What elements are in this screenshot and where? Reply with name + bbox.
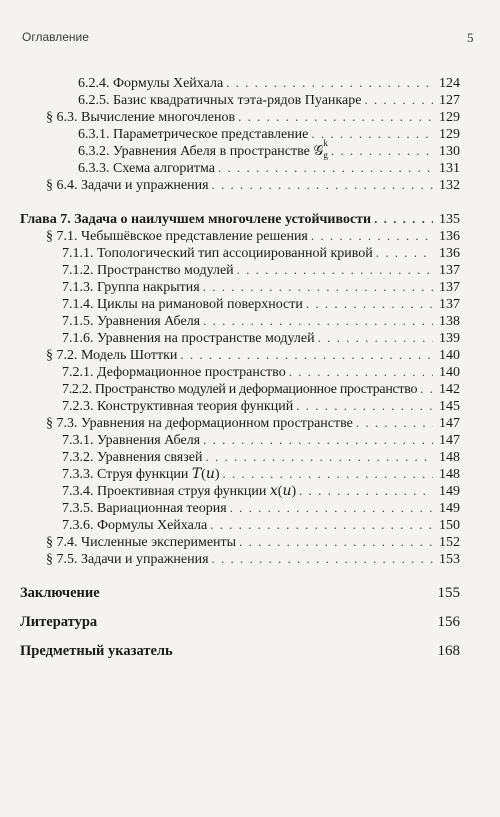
leader-dots — [296, 397, 433, 414]
toc-entry-page: 152 — [439, 535, 460, 550]
toc-entry-page: 148 — [439, 450, 460, 465]
toc-entry-page: 147 — [439, 433, 460, 448]
toc-entry-page: 150 — [439, 518, 460, 533]
toc-chapter-title: Предметный указатель — [20, 643, 173, 659]
toc-entry-title: 7.1.5. Уравнения Абеля — [62, 314, 201, 329]
leader-dots — [311, 125, 433, 142]
leader-dots — [223, 465, 433, 482]
toc-entry-title: 7.2.2. Пространство модулей и деформационное пространство — [62, 382, 418, 397]
toc-chapter-title: Литература — [20, 614, 98, 630]
toc-entry[interactable] — [62, 465, 460, 483]
leader-dots — [376, 244, 433, 261]
toc-entry-page: 137 — [439, 297, 460, 312]
toc-entry[interactable] — [62, 261, 460, 279]
leader-dots — [203, 312, 433, 329]
toc-entry-page: 140 — [439, 348, 460, 363]
toc-entry-page: 132 — [439, 178, 460, 193]
toc-entry-page: 136 — [439, 246, 460, 261]
toc-chapter-page: 156 — [437, 614, 460, 630]
toc-entry-page: 137 — [439, 280, 460, 295]
toc-entry-page: 140 — [439, 365, 460, 380]
toc-entry-title: § 7.4. Численные эксперименты — [46, 535, 237, 550]
toc-entry-page: 127 — [439, 93, 460, 108]
toc-entry[interactable] — [62, 482, 460, 500]
toc-entry[interactable] — [78, 125, 460, 143]
toc-entry[interactable] — [62, 244, 460, 262]
toc-entry-page: 142 — [439, 382, 460, 397]
toc-entry-page: 129 — [439, 110, 460, 125]
toc-entry-title: 6.3.3. Схема алгоритма — [78, 161, 215, 176]
leader-dots — [356, 414, 433, 431]
toc-entry-page: 131 — [439, 161, 460, 176]
toc-entry-title: § 6.4. Задачи и упражнения — [46, 178, 209, 193]
toc-entry-title: 7.2.3. Конструктивная теория функций — [62, 399, 294, 414]
leader-dots — [364, 91, 433, 108]
leader-dots — [180, 346, 433, 363]
toc-entry[interactable] — [46, 108, 460, 126]
toc-entry-title: 7.2.1. Деформационное пространство — [62, 365, 286, 380]
toc-entry[interactable] — [78, 74, 460, 92]
toc-entry-page: 138 — [439, 314, 460, 329]
toc-chapter-page: 155 — [437, 585, 460, 601]
leader-dots — [420, 380, 433, 397]
leader-dots — [239, 533, 433, 550]
toc-entry-page: 130 — [439, 144, 460, 159]
toc-entry-title: 7.1.1. Топологический тип ассоциированной кривой — [62, 246, 373, 261]
toc-entry-title: 7.3.2. Уравнения связей — [62, 450, 203, 465]
toc-entry-title: § 7.3. Уравнения на деформационном пространстве — [46, 416, 353, 431]
toc-entry-title: § 6.3. Вычисление многочленов — [46, 110, 236, 125]
leader-dots — [374, 210, 433, 227]
toc-entry-page: 149 — [439, 484, 460, 499]
leader-dots — [212, 176, 433, 193]
toc-entry-title: 7.3.5. Вариационная теория — [62, 501, 227, 516]
toc-entry-page: 139 — [439, 331, 460, 346]
toc-entry[interactable] — [62, 397, 460, 415]
toc-entry-page: 129 — [439, 127, 460, 142]
toc-entry-title: 6.2.5. Базис квадратичных тэта-рядов Пуанкаре — [78, 93, 362, 108]
toc-entry[interactable] — [46, 176, 460, 194]
leader-dots — [230, 499, 433, 516]
toc-entry[interactable] — [62, 516, 460, 534]
toc-entry[interactable] — [46, 414, 460, 432]
toc-chapter-page: 168 — [437, 643, 460, 659]
toc-entry[interactable] — [62, 329, 460, 347]
leader-dots — [289, 363, 433, 380]
leader-dots — [203, 431, 433, 448]
toc-entry[interactable] — [62, 448, 460, 466]
toc-chapter[interactable] — [20, 584, 460, 602]
leader-dots — [203, 278, 433, 295]
toc-entry-title: 6.3.1. Параметрическое представление — [78, 127, 309, 142]
toc-chapter-page: 135 — [439, 212, 460, 227]
leader-dots — [299, 482, 433, 499]
toc-entry[interactable] — [62, 363, 460, 381]
toc-chapter[interactable] — [20, 642, 460, 660]
toc-entry[interactable] — [62, 499, 460, 517]
toc-entry[interactable] — [62, 380, 460, 398]
toc-entry[interactable] — [46, 346, 460, 364]
toc-chapter[interactable] — [20, 210, 460, 228]
toc-entry-title: 7.1.4. Циклы на римановой поверхности — [62, 297, 303, 312]
toc-entry[interactable] — [78, 159, 460, 177]
leader-dots — [237, 261, 433, 278]
toc-entry-title: 7.1.3. Группа накрытия — [62, 280, 200, 295]
toc-entry-title: 6.3.2. Уравнения Абеля в пространстве 𝒢 k $_g$ — [78, 138, 328, 160]
toc-chapter-title: Глава 7. Задача о наилучшем многочлене устойчивости — [20, 212, 372, 227]
toc-entry-page: 149 — [439, 501, 460, 516]
toc-entry[interactable] — [46, 533, 460, 551]
toc-entry[interactable] — [46, 227, 460, 245]
toc-chapter[interactable] — [20, 613, 460, 631]
toc-entry-title: 7.3.1. Уравнения Абеля — [62, 433, 201, 448]
toc-entry[interactable] — [78, 91, 460, 109]
toc-entry-page: 136 — [439, 229, 460, 244]
toc-entry-page: 137 — [439, 263, 460, 278]
toc-entry-page: 153 — [439, 552, 460, 567]
toc-entry-title: 7.1.2. Пространство модулей — [62, 263, 234, 278]
leader-dots — [331, 142, 433, 159]
page-number: 5 — [467, 30, 474, 45]
leader-dots — [218, 159, 433, 176]
toc-entry-page: 147 — [439, 416, 460, 431]
leader-dots — [306, 295, 433, 312]
toc-entry[interactable] — [62, 278, 460, 296]
toc-entry[interactable] — [62, 431, 460, 449]
toc-entry-title: § 7.5. Задачи и упражнения — [46, 552, 209, 567]
leader-dots — [318, 329, 433, 346]
leader-dots — [226, 74, 433, 91]
leader-dots — [238, 108, 433, 125]
leader-dots — [210, 516, 433, 533]
toc-entry[interactable] — [62, 312, 460, 330]
toc-chapter-title: Заключение — [20, 585, 100, 601]
toc-entry-title: 7.3.3. Струя функции 𝑇(𝑢) — [62, 467, 220, 482]
toc-entry-title: § 7.2. Модель Шоттки — [46, 348, 178, 363]
leader-dots — [205, 448, 433, 465]
toc-entry-title: § 7.1. Чебышёвское представление решения — [46, 229, 308, 244]
running-title: Оглавление — [22, 30, 89, 44]
toc-entry-page: 124 — [439, 76, 460, 91]
leader-dots — [212, 550, 433, 567]
toc-entry-title: 7.1.6. Уравнения на пространстве модулей — [62, 331, 315, 346]
toc-entry-page: 145 — [439, 399, 460, 414]
toc-entry-title: 6.2.4. Формулы Хейхала — [78, 76, 224, 91]
toc-entry[interactable] — [62, 295, 460, 313]
toc-entry-title: 7.3.4. Проективная струя функции 𝑥(𝑢) — [62, 484, 297, 499]
toc-entry-title: 7.3.6. Формулы Хейхала — [62, 518, 208, 533]
leader-dots — [311, 227, 433, 244]
toc-entry[interactable] — [46, 550, 460, 568]
toc-entry-page: 148 — [439, 467, 460, 482]
